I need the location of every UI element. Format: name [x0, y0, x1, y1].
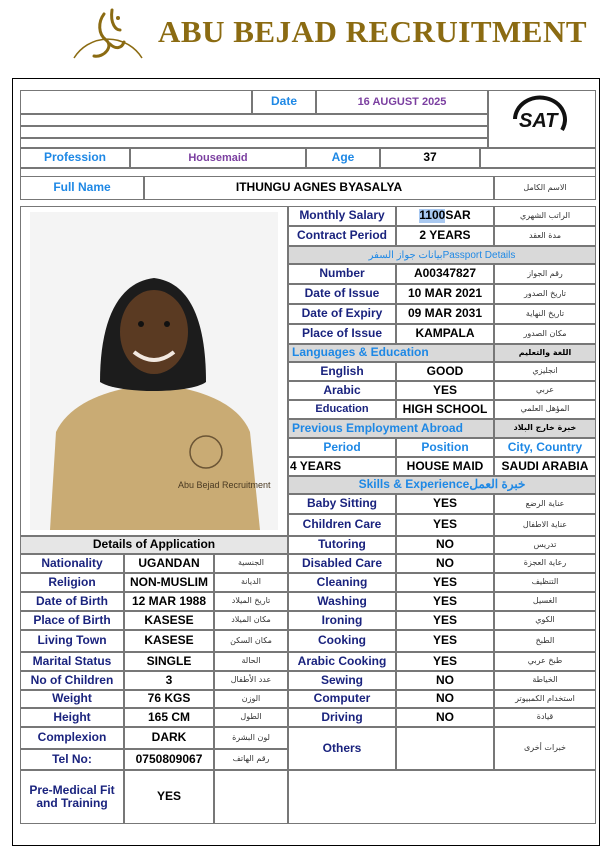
- skill-arabic: الغسيل: [494, 592, 596, 611]
- profession-value: Housemaid: [130, 148, 306, 168]
- fullname-label: Full Name: [20, 176, 144, 200]
- detail-label: Religion: [20, 573, 124, 592]
- passport-number-arabic: رقم الجواز: [494, 264, 596, 284]
- contract-value: 2 YEARS: [396, 226, 494, 246]
- passport-number-value: A00347827: [396, 264, 494, 284]
- place-of-issue-value: KAMPALA: [396, 324, 494, 344]
- skill-label: Cleaning: [288, 573, 396, 592]
- fullname-arabic: الاسم الكامل: [494, 176, 596, 200]
- skill-label: Tutoring: [288, 536, 396, 554]
- skill-value: YES: [396, 652, 494, 671]
- premed-label: Pre-Medical Fit and Training: [20, 770, 124, 824]
- blank-row: [20, 114, 488, 126]
- skill-arabic: رعاية العجزة: [494, 554, 596, 573]
- premed-arabic: [214, 770, 288, 824]
- skill-label: Arabic Cooking: [288, 652, 396, 671]
- expiry-date-arabic: تاريخ النهاية: [494, 304, 596, 324]
- skill-value: NO: [396, 671, 494, 690]
- company-title: ABU BEJAD RECRUITMENT: [158, 14, 588, 49]
- detail-value: DARK: [124, 727, 214, 749]
- detail-value: SINGLE: [124, 652, 214, 671]
- sat-logo-cell: [488, 90, 596, 148]
- fullname-value: ITHUNGU AGNES BYASALYA: [144, 176, 494, 200]
- blank-cell: [20, 90, 252, 114]
- spacer: [20, 168, 596, 176]
- languages-header: Languages & Education: [288, 344, 494, 362]
- issue-date-arabic: تاريخ الصدور: [494, 284, 596, 304]
- skill-label: Washing: [288, 592, 396, 611]
- skill-label: Ironing: [288, 611, 396, 630]
- age-label: Age: [306, 148, 380, 168]
- arabic-label: Arabic: [288, 381, 396, 400]
- skill-arabic: عناية الرضع: [494, 494, 596, 514]
- place-of-issue-arabic: مكان الصدور: [494, 324, 596, 344]
- detail-arabic: مكان السكن: [214, 630, 288, 652]
- issue-date-value: 10 MAR 2021: [396, 284, 494, 304]
- education-arabic: المؤهل العلمي: [494, 400, 596, 419]
- detail-label: Height: [20, 708, 124, 727]
- skill-arabic: التنظيف: [494, 573, 596, 592]
- detail-arabic: رقم الهاتف: [214, 749, 288, 770]
- skill-value: NO: [396, 554, 494, 573]
- detail-label: Nationality: [20, 554, 124, 573]
- detail-label: No of Children: [20, 671, 124, 690]
- skill-arabic: عناية الاطفال: [494, 514, 596, 536]
- position-value: HOUSE MAID: [396, 457, 494, 476]
- previous-employment-header: Previous Employment Abroad: [288, 419, 494, 438]
- age-value: 37: [380, 148, 480, 168]
- skill-label: Disabled Care: [288, 554, 396, 573]
- calligraphy-logo-icon: [64, 0, 152, 74]
- skill-value: YES: [396, 611, 494, 630]
- period-value: 4 YEARS: [288, 457, 396, 476]
- skill-value: YES: [396, 592, 494, 611]
- english-label: English: [288, 362, 396, 381]
- detail-arabic: الديانة: [214, 573, 288, 592]
- detail-value: NON-MUSLIM: [124, 573, 214, 592]
- issue-date-label: Date of Issue: [288, 284, 396, 304]
- english-value: GOOD: [396, 362, 494, 381]
- candidate-photo: [30, 212, 278, 530]
- date-label: Date: [252, 90, 316, 114]
- detail-label: Place of Birth: [20, 611, 124, 630]
- skill-arabic: الكوي: [494, 611, 596, 630]
- skill-arabic: تدريس: [494, 536, 596, 554]
- skill-value: YES: [396, 630, 494, 652]
- salary-label: Monthly Salary: [288, 206, 396, 226]
- expiry-date-label: Date of Expiry: [288, 304, 396, 324]
- salary-value: [396, 206, 494, 226]
- skills-blank: [288, 770, 596, 824]
- detail-label: Date of Birth: [20, 592, 124, 611]
- skill-arabic: طبخ عربي: [494, 652, 596, 671]
- detail-label: Marital Status: [20, 652, 124, 671]
- arabic-value: YES: [396, 381, 494, 400]
- detail-label: Tel No:: [20, 749, 124, 770]
- skill-label: Others: [288, 727, 396, 770]
- detail-value: 0750809067: [124, 749, 214, 770]
- svg-text:SAT: SAT: [519, 110, 558, 132]
- passport-number-label: Number: [288, 264, 396, 284]
- date-value: 16 AUGUST 2025: [316, 90, 488, 114]
- salary-arabic: الراتب الشهري: [494, 206, 596, 226]
- detail-value: 12 MAR 1988: [124, 592, 214, 611]
- skill-label: Sewing: [288, 671, 396, 690]
- previous-employment-arabic: خبرة خارج البلاد: [494, 419, 596, 438]
- svg-text:Abu Bejad Recruitment: Abu Bejad Recruitment: [178, 480, 271, 490]
- english-arabic: انجليزي: [494, 362, 596, 381]
- contract-label: Contract Period: [288, 226, 396, 246]
- arabic-arabic: عربي: [494, 381, 596, 400]
- blank-row: [20, 126, 488, 138]
- sat-logo-icon: [507, 94, 577, 144]
- detail-arabic: عدد الأطفال: [214, 671, 288, 690]
- skill-value: NO: [396, 536, 494, 554]
- skill-value: YES: [396, 494, 494, 514]
- skill-arabic: الخياطة: [494, 671, 596, 690]
- city-country-value: SAUDI ARABIA: [494, 457, 596, 476]
- detail-label: Complexion: [20, 727, 124, 749]
- blank-row: [20, 138, 488, 148]
- skill-arabic: استخدام الكمبيوتر: [494, 690, 596, 708]
- period-label: Period: [288, 438, 396, 457]
- detail-arabic: الوزن: [214, 690, 288, 708]
- skill-label: Children Care: [288, 514, 396, 536]
- detail-value: UGANDAN: [124, 554, 214, 573]
- detail-arabic: الحالة: [214, 652, 288, 671]
- skill-arabic: الطبخ: [494, 630, 596, 652]
- detail-value: KASESE: [124, 630, 214, 652]
- skill-value: YES: [396, 514, 494, 536]
- skill-value: YES: [396, 573, 494, 592]
- skill-label: Baby Sitting: [288, 494, 396, 514]
- detail-value: 76 KGS: [124, 690, 214, 708]
- skill-label: Computer: [288, 690, 396, 708]
- detail-arabic: لون البشرة: [214, 727, 288, 749]
- skill-label: Driving: [288, 708, 396, 727]
- skill-value: NO: [396, 708, 494, 727]
- education-value: HIGH SCHOOL: [396, 400, 494, 419]
- detail-value: KASESE: [124, 611, 214, 630]
- skill-label: Cooking: [288, 630, 396, 652]
- detail-label: Living Town: [20, 630, 124, 652]
- education-label: Education: [288, 400, 396, 419]
- detail-arabic: تاريخ الميلاد: [214, 592, 288, 611]
- skills-header: Skills & Experienceخبرة العمل: [288, 476, 596, 494]
- skill-arabic: قيادة: [494, 708, 596, 727]
- languages-arabic: اللغة والتعليم: [494, 344, 596, 362]
- position-label: Position: [396, 438, 494, 457]
- detail-label: Weight: [20, 690, 124, 708]
- profession-label: Profession: [20, 148, 130, 168]
- detail-arabic: الطول: [214, 708, 288, 727]
- detail-value: 165 CM: [124, 708, 214, 727]
- salary-amount: 1100: [419, 208, 446, 223]
- details-header: Details of Application: [20, 536, 288, 554]
- city-country-label: City, Country: [494, 438, 596, 457]
- skill-value: NO: [396, 690, 494, 708]
- skill-value: [396, 727, 494, 770]
- photo-frame: [20, 206, 288, 536]
- detail-arabic: الجنسية: [214, 554, 288, 573]
- premed-value: YES: [124, 770, 214, 824]
- expiry-date-value: 09 MAR 2031: [396, 304, 494, 324]
- passport-header: بيانات جواز السفرPassport Details: [288, 246, 596, 264]
- salary-currency: SAR: [445, 208, 471, 223]
- detail-value: 3: [124, 671, 214, 690]
- detail-arabic: مكان الميلاد: [214, 611, 288, 630]
- place-of-issue-label: Place of Issue: [288, 324, 396, 344]
- blank-cell: [480, 148, 596, 168]
- skill-arabic: خبرات أخرى: [494, 727, 596, 770]
- contract-arabic: مدة العقد: [494, 226, 596, 246]
